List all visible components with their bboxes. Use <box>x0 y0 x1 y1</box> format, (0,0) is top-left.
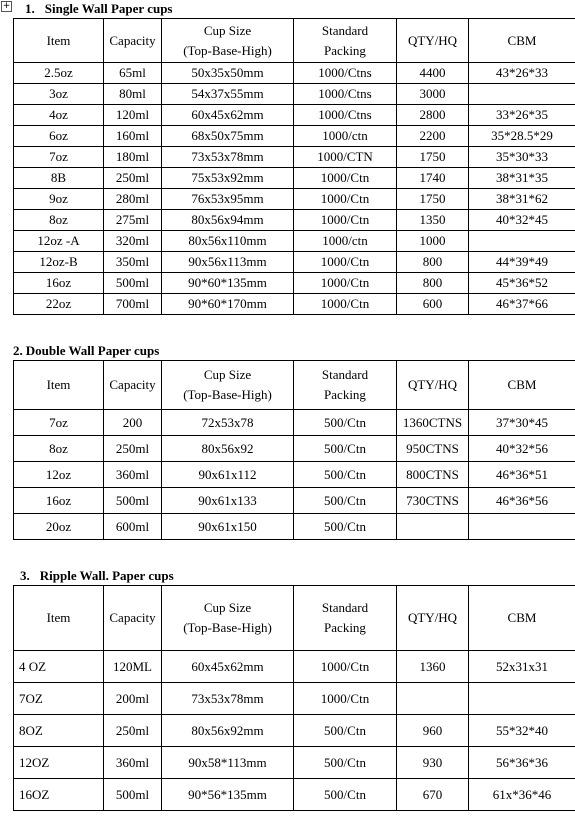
table-cell: 2800 <box>397 105 469 126</box>
column-header: QTY/HQ <box>397 361 469 410</box>
table-cell: 500/Ctn <box>294 410 397 436</box>
table-cell: 1000/Ctn <box>294 683 397 715</box>
table-row <box>14 84 575 105</box>
section-number: 1. <box>25 1 35 16</box>
column-header <box>162 19 294 63</box>
table-cell: 500/Ctn <box>294 747 397 779</box>
table-cell: 72x53x78 <box>162 410 294 436</box>
column-header: Item <box>14 586 104 651</box>
column-header: QTY/HQ <box>397 19 469 63</box>
table-cell: 4oz <box>14 105 104 126</box>
table-cell: 75x53x92mm <box>162 168 294 189</box>
table-row <box>14 715 575 747</box>
column-header-line: Standard <box>321 600 369 615</box>
table-cell: 90x61x150 <box>162 514 294 540</box>
table-cell: 600ml <box>104 514 162 540</box>
table-cell: 1000/Ctn <box>294 294 397 315</box>
column-header <box>162 361 294 410</box>
table-cell: 90*56*135mm <box>162 779 294 811</box>
column-header: Capacity <box>104 19 162 63</box>
table-row <box>14 231 575 252</box>
table-cell: 500/Ctn <box>294 514 397 540</box>
table-cell: 68x50x75mm <box>162 126 294 147</box>
table-cell: 250ml <box>104 436 162 462</box>
table-cell: 60x45x62mm <box>162 105 294 126</box>
section-title <box>13 0 575 18</box>
column-header <box>294 19 397 63</box>
table-cell: 4400 <box>397 63 469 84</box>
table-cell: 600 <box>397 294 469 315</box>
table-cell: 1000/CTN <box>294 147 397 168</box>
table-cell: 960 <box>397 715 469 747</box>
table-cell: 8B <box>14 168 104 189</box>
table-cell <box>397 683 469 715</box>
table-cell: 46*37*66 <box>469 294 575 315</box>
table-cell: 45*36*52 <box>469 273 575 294</box>
table-cell: 40*32*45 <box>469 210 575 231</box>
table-row <box>14 747 575 779</box>
table-cell: 1750 <box>397 147 469 168</box>
table-cell: 38*31*35 <box>469 168 575 189</box>
table-cell: 90*60*135mm <box>162 273 294 294</box>
table-cell: 2200 <box>397 126 469 147</box>
column-header: Capacity <box>104 586 162 651</box>
table-cell: 35*28.5*29 <box>469 126 575 147</box>
table-row <box>14 189 575 210</box>
column-header: CBM <box>469 361 575 410</box>
table-cell: 275ml <box>104 210 162 231</box>
table-cell: 1000/Ctn <box>294 252 397 273</box>
column-header: Capacity <box>104 361 162 410</box>
table-cell: 800 <box>397 252 469 273</box>
column-header: QTY/HQ <box>397 586 469 651</box>
table-cell: 8OZ <box>14 715 104 747</box>
section-title-text: Ripple Wall. Paper cups <box>39 568 174 583</box>
table-cell: 3000 <box>397 84 469 105</box>
table-cell: 1000/Ctn <box>294 651 397 683</box>
table-cell: 43*26*33 <box>469 63 575 84</box>
column-header-line: Cup Size <box>203 367 252 382</box>
table-cell: 22oz <box>14 294 104 315</box>
section-title-text: Single Wall Paper cups <box>44 1 173 16</box>
column-header: CBM <box>469 586 575 651</box>
table-row <box>14 252 575 273</box>
table-cell: 2.5oz <box>14 63 104 84</box>
table-cell: 1360 <box>397 651 469 683</box>
table-cell: 1360CTNS <box>397 410 469 436</box>
table-cell: 35*30*33 <box>469 147 575 168</box>
table-cell: 500/Ctn <box>294 715 397 747</box>
table-cell: 80ml <box>104 84 162 105</box>
table-cell: 80x56x94mm <box>162 210 294 231</box>
column-header <box>294 586 397 651</box>
table-cell: 1000/Ctn <box>294 189 397 210</box>
table-cell: 500/Ctn <box>294 488 397 514</box>
double-wall-section <box>13 342 575 540</box>
table-cell: 1350 <box>397 210 469 231</box>
table-cell: 46*36*56 <box>469 488 575 514</box>
table-row <box>14 147 575 168</box>
table-cell <box>469 514 575 540</box>
section-title <box>13 567 575 585</box>
column-header-line: (Top-Base-High) <box>183 42 272 58</box>
move-handle-icon[interactable]: + <box>2 1 11 11</box>
table-header-row <box>14 361 575 410</box>
table-cell: 800 <box>397 273 469 294</box>
table-row <box>14 436 575 462</box>
column-header-line: (Top-Base-High) <box>183 620 272 635</box>
table-row <box>14 126 575 147</box>
column-header-line: Cup Size <box>203 22 252 38</box>
section-title <box>13 342 575 360</box>
table-row <box>14 105 575 126</box>
ripple-wall-section <box>13 567 575 811</box>
table-cell: 80x56x110mm <box>162 231 294 252</box>
table-row <box>14 514 575 540</box>
table-cell: 1000/Ctns <box>294 63 397 84</box>
table-header-row <box>14 19 575 63</box>
table-header-row <box>14 586 575 651</box>
table-cell: 360ml <box>104 462 162 488</box>
table-cell: 90x58*113mm <box>162 747 294 779</box>
table-cell <box>469 683 575 715</box>
table-cell: 8oz <box>14 436 104 462</box>
table-cell: 7oz <box>14 147 104 168</box>
table-cell: 90x61x133 <box>162 488 294 514</box>
column-header-line: Cup Size <box>203 600 252 615</box>
table-cell: 730CTNS <box>397 488 469 514</box>
table-row <box>14 210 575 231</box>
table-cell: 90*60*170mm <box>162 294 294 315</box>
table-cell: 46*36*51 <box>469 462 575 488</box>
cup-spec-table <box>13 360 575 540</box>
table-cell: 65ml <box>104 63 162 84</box>
cup-spec-table <box>13 18 575 315</box>
column-header-line: (Top-Base-High) <box>183 387 272 402</box>
table-cell: 4 OZ <box>14 651 104 683</box>
table-cell: 16oz <box>14 273 104 294</box>
table-cell: 37*30*45 <box>469 410 575 436</box>
column-header: CBM <box>469 19 575 63</box>
table-cell: 280ml <box>104 189 162 210</box>
table-cell: 500/Ctn <box>294 779 397 811</box>
table-cell: 61x*36*46 <box>469 779 575 811</box>
table-cell: 250ml <box>104 715 162 747</box>
table-row <box>14 168 575 189</box>
table-cell: 38*31*62 <box>469 189 575 210</box>
table-cell: 16oz <box>14 488 104 514</box>
table-row <box>14 488 575 514</box>
table-cell: 930 <box>397 747 469 779</box>
table-cell: 40*32*56 <box>469 436 575 462</box>
table-cell: 56*36*36 <box>469 747 575 779</box>
table-cell: 200ml <box>104 683 162 715</box>
table-row <box>14 462 575 488</box>
column-header: Item <box>14 361 104 410</box>
cup-spec-table <box>13 585 575 811</box>
table-cell: 350ml <box>104 252 162 273</box>
section-number: 3. <box>20 568 30 583</box>
table-cell: 80x56x92mm <box>162 715 294 747</box>
table-cell: 52x31x31 <box>469 651 575 683</box>
table-row <box>14 779 575 811</box>
table-cell: 120ml <box>104 105 162 126</box>
table-cell: 500ml <box>104 273 162 294</box>
table-cell <box>397 514 469 540</box>
table-cell: 76x53x95mm <box>162 189 294 210</box>
section-title-text: Double Wall Paper cups <box>25 343 160 358</box>
table-cell: 33*26*35 <box>469 105 575 126</box>
table-row <box>14 683 575 715</box>
table-cell: 7OZ <box>14 683 104 715</box>
table-row <box>14 651 575 683</box>
section-number: 2. <box>13 343 23 358</box>
table-cell: 54x37x55mm <box>162 84 294 105</box>
table-cell: 60x45x62mm <box>162 651 294 683</box>
table-cell: 12oz -A <box>14 231 104 252</box>
single-wall-section <box>13 0 575 315</box>
table-cell: 12oz-B <box>14 252 104 273</box>
table-cell: 360ml <box>104 747 162 779</box>
table-cell: 1740 <box>397 168 469 189</box>
table-cell: 80x56x92 <box>162 436 294 462</box>
table-cell: 16OZ <box>14 779 104 811</box>
table-cell: 1000/Ctns <box>294 84 397 105</box>
column-header-line: Standard <box>321 367 369 382</box>
table-cell: 500ml <box>104 779 162 811</box>
table-cell: 9oz <box>14 189 104 210</box>
table-cell: 50x35x50mm <box>162 63 294 84</box>
table-cell: 12oz <box>14 462 104 488</box>
table-row <box>14 294 575 315</box>
table-cell: 250ml <box>104 168 162 189</box>
table-cell: 44*39*49 <box>469 252 575 273</box>
table-cell: 1000/Ctn <box>294 168 397 189</box>
table-cell: 500/Ctn <box>294 436 397 462</box>
column-header <box>162 586 294 651</box>
table-cell: 1000/ctn <box>294 231 397 252</box>
table-cell: 1000 <box>397 231 469 252</box>
table-cell: 180ml <box>104 147 162 168</box>
table-cell: 120ML <box>104 651 162 683</box>
column-header-line: Standard <box>321 22 369 38</box>
table-cell: 73x53x78mm <box>162 147 294 168</box>
table-cell: 200 <box>104 410 162 436</box>
table-cell: 7oz <box>14 410 104 436</box>
table-cell: 1000/Ctn <box>294 273 397 294</box>
column-header <box>294 361 397 410</box>
table-cell: 3oz <box>14 84 104 105</box>
table-row <box>14 63 575 84</box>
table-cell: 1000/ctn <box>294 126 397 147</box>
table-cell: 950CTNS <box>397 436 469 462</box>
column-header-line: Packing <box>324 387 366 402</box>
table-row <box>14 410 575 436</box>
table-cell: 800CTNS <box>397 462 469 488</box>
table-cell <box>469 231 575 252</box>
table-cell: 1000/Ctn <box>294 210 397 231</box>
table-cell: 1750 <box>397 189 469 210</box>
column-header: Item <box>14 19 104 63</box>
table-cell: 20oz <box>14 514 104 540</box>
table-cell: 73x53x78mm <box>162 683 294 715</box>
table-cell: 160ml <box>104 126 162 147</box>
column-header-line: Packing <box>324 42 366 58</box>
table-cell: 670 <box>397 779 469 811</box>
table-cell: 8oz <box>14 210 104 231</box>
table-cell <box>469 84 575 105</box>
table-cell: 90x56x113mm <box>162 252 294 273</box>
table-cell: 6oz <box>14 126 104 147</box>
table-cell: 90x61x112 <box>162 462 294 488</box>
column-header-line: Packing <box>324 620 366 635</box>
table-cell: 55*32*40 <box>469 715 575 747</box>
table-cell: 500/Ctn <box>294 462 397 488</box>
table-cell: 500ml <box>104 488 162 514</box>
table-cell: 700ml <box>104 294 162 315</box>
table-cell: 12OZ <box>14 747 104 779</box>
table-cell: 320ml <box>104 231 162 252</box>
table-row <box>14 273 575 294</box>
table-cell: 1000/Ctns <box>294 105 397 126</box>
